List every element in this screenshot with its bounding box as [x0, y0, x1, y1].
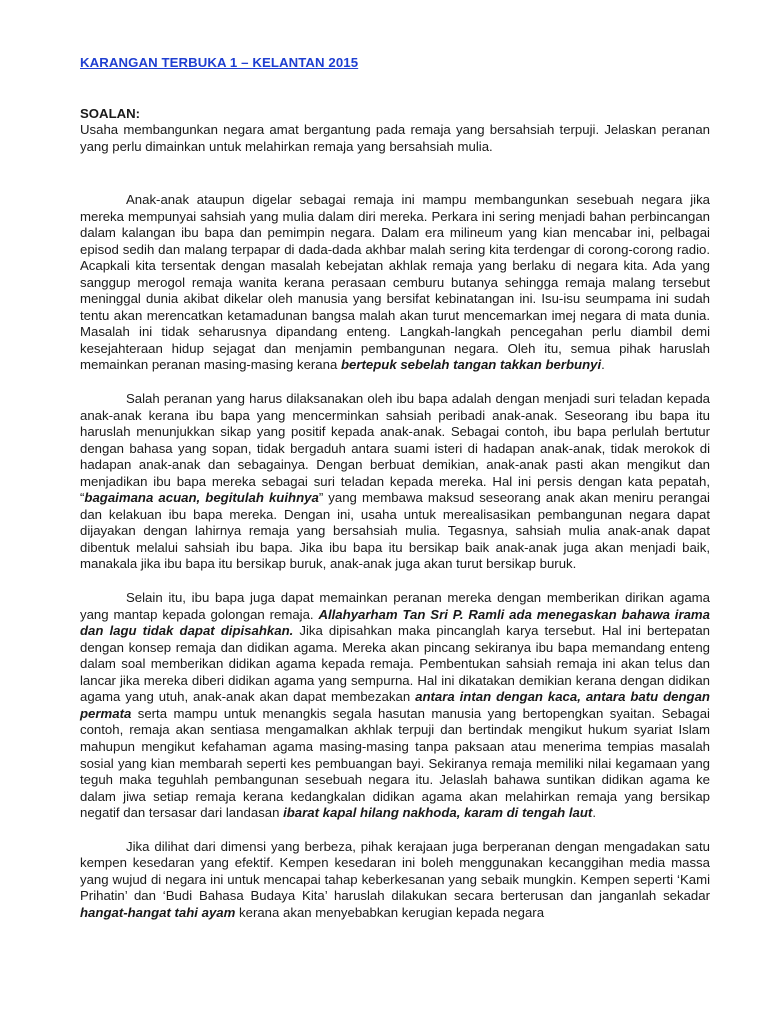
paragraph-text: kerana akan menyebabkan kerugian kepada negara — [235, 904, 545, 920]
paragraph-text: ” yang membawa maksud seseorang anak akan meniru perangai dan kelakuan ibu bapa mereka. Dengan ini, usaha untuk merealisasikan pembangunan negara dapat dijayakan dengan lahirnya remaja yang bersahsiah mulia. Tegasnya, sahsiah mulia anak-anak dapat dibentuk melalui sahsiah ibu bapa. Jika ibu bapa itu bersikap baik anak-anak juga akan menjadi baik, manakala jika ibu bapa itu bersikap buruk, anak-anak juga akan turut bersikap buruk. — [80, 490, 710, 572]
quote-emphasis: Allahyarham Tan Sri P. Ramli ada menegaskan bahawa irama dan lagu tidak dapat dipisahkan. — [80, 606, 710, 639]
paragraph-text: serta mampu untuk menangkis segala hasutan manusia yang bertopengkan syaitan. Sebagai contoh, remaja akan sentiasa mengamalkan akhlak terpuji dan bertindak mengikut hukum syariat Islam mahupun mengikut kefahaman agama masing-masing tanpa paksaan atau menerima tempias masalah sosial yang kian membarah seperti kes pembuangan bayi. Sekiranya remaja memiliki nilai kegamaan yang teguh maka teguhlah pembangunan sesebuah negara itu. Jelaslah bahawa suntikan didikan agama ke dalam jiwa setiap remaja kerana kedangkalan didikan agama akan melahirkan remaja yang bersikap negatif dan tersasar dari landasan — [80, 705, 710, 821]
document-title: KARANGAN TERBUKA 1 – KELANTAN 2015 — [80, 55, 359, 70]
peribahasa-emphasis: hangat-hangat tahi ayam — [80, 904, 236, 920]
peribahasa-emphasis: bagaimana acuan, begitulah kuihnya — [84, 490, 319, 506]
paragraph-text: Salah peranan yang harus dilaksanakan oleh ibu bapa adalah dengan menjadi suri teladan kepada anak-anak kerana ibu bapa yang mencerminkan sahsiah peribadi anak-anak. Seseorang ibu bapa itu haruslah menunjukkan sikap yang positif kepada anak-anak. Sebagai contoh, ibu bapa perlulah bertutur dengan bahasa yang sopan, tidak bergaduh antara suami isteri di hadapan anak-anak, tidak merokok di hadapan anak-anak dan sebagainya. Dengan berbuat demikian, anak-anak pasti akan mengikut dan menjadikan ibu bapa mereka sebagai suri teladan kepada mereka. Hal ini persis dengan kata pepatah, “ — [80, 391, 710, 506]
paragraph-text: Anak-anak ataupun digelar sebagai remaja ini mampu membangunkan sesebuah negara jika mereka mempunyai sahsiah yang mulia dalam diri mereka. Perkara ini sering menjadi bahan perbincangan dalam kalangan ibu bapa dan pemimpin negara. Dalam era milineum yang kian mencabar ini, pelbagai episod sedih dan malang terpapar di dada-dada akhbar malah sering kita terdengar di corong-corong radio. Acapkali kita tersentak dengan masalah kebejatan akhlak remaja yang berlaku di negara kita. Ada yang sanggup merogol remaja wanita kerana perasaan cemburu butanya sehingga remaja malang tersebut meninggal dunia akibat dikelar oleh manusia yang bersifat kebinatangan ini. Isu-isu seumpama ini sudah tentu akan merencatkan ketamadunan bangsa malah akan turut mencemarkan imej negara di mata dunia. Masalah ini tidak seharusnya dipandang enteng. Langkah-langkah pencegahan perlu diambil demi kesejahteraan hidup sejagat dan menjamin pembangunan negara. Oleh itu, semua pihak haruslah memainkan peranan masing-masing kerana — [80, 192, 710, 373]
paragraph-text: Jika dipisahkan maka pincanglah karya tersebut. Hal ini bertepatan dengan konsep remaja dan didikan agama. Mereka akan pincang sekiranya ibu bapa memandang enteng dalam soal memberikan didikan agama kepada remaja. Pembentukan sahsiah remaja ini akan telus dan lancar jika mereka diberi didikan agama yang sempurna. Hal ini dikatakan demikian kerana dengan didikan agama yang utuh, anak-anak akan dapat membezakan — [80, 623, 711, 705]
peribahasa-emphasis: antara intan dengan kaca, antara batu dengan permata — [80, 689, 710, 721]
paragraph-text: Jika dilihat dari dimensi yang berbeza, pihak kerajaan juga berperanan dengan mengadakan satu kempen kesedaran yang efektif. Kempen kesedaran ini boleh menggunakan kecanggihan media massa yang wujud di negara ini untuk mencapai tahap keberkesanan yang sebaik mungkin. Kempen seperti ‘Kami Prihatin’ dan ‘Budi Bahasa Budaya Kita’ haruslah dilakukan secara berterusan dan janganlah sekadar — [80, 838, 710, 904]
paragraph-text: Selain itu, ibu bapa juga dapat memainkan peranan mereka dengan memberikan dirikan agama yang mantap kepada golongan remaja. — [80, 590, 710, 622]
paragraph-introduction — [80, 192, 710, 374]
question-text: Usaha membangunkan negara amat bergantung pada remaja yang bersahsiah terpuji. Jelaskan peranan yang perlu dimainkan untuk melahirkan remaja yang bersahsiah mulia. — [80, 122, 710, 154]
paragraph-point-1 — [80, 391, 710, 573]
paragraph-point-3 — [80, 839, 710, 922]
paragraph-point-2 — [80, 590, 710, 822]
paragraph-text: . — [592, 805, 596, 821]
paragraph-text: . — [601, 357, 605, 373]
question-label: SOALAN: — [80, 106, 141, 121]
peribahasa-emphasis: ibarat kapal hilang nakhoda, karam di tengah laut — [283, 805, 593, 821]
peribahasa-emphasis: bertepuk sebelah tangan takkan berbunyi — [340, 357, 602, 373]
